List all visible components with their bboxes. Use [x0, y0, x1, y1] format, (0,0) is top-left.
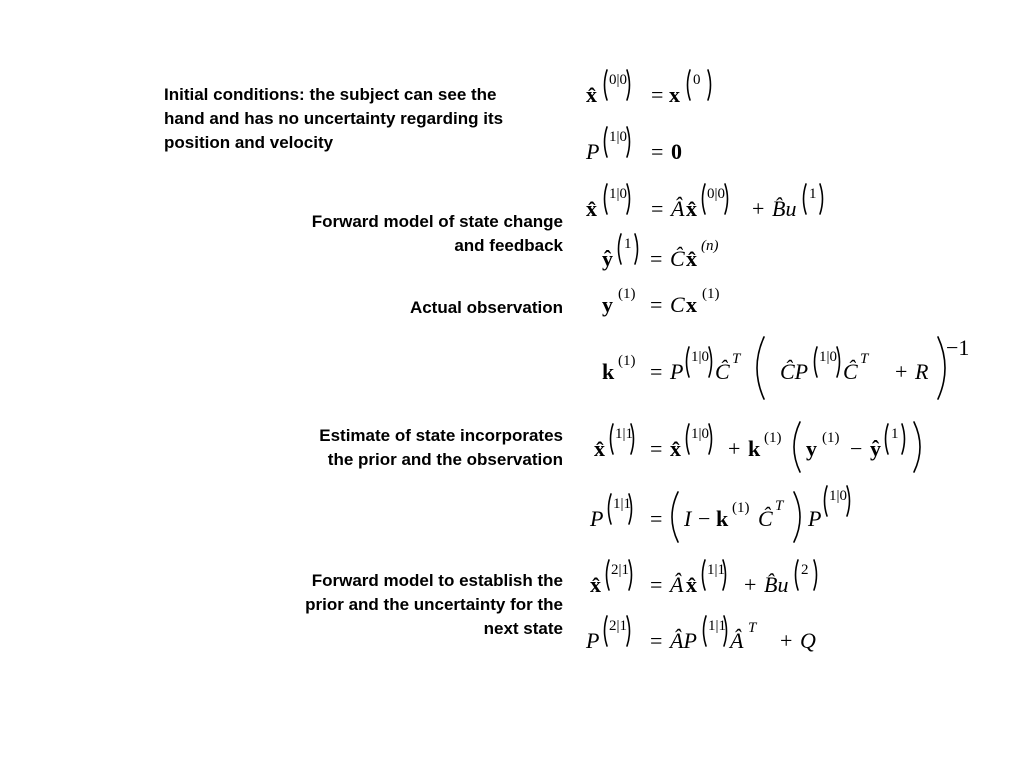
- eq-superscript: 2|1: [609, 618, 628, 634]
- eq-superscript: 0|0: [609, 72, 628, 88]
- eq-term: Ĉ: [843, 359, 858, 384]
- eq-superscript: (1): [764, 430, 782, 446]
- caption-line: the prior and the observation: [327, 450, 563, 469]
- eq-rhs: 0: [671, 139, 682, 164]
- eq-equals: =: [651, 139, 664, 164]
- big-paren-right: [790, 490, 804, 544]
- big-paren-left: [752, 335, 768, 401]
- eq-term: B̂u: [772, 196, 797, 221]
- eq-lhs: k: [602, 359, 615, 384]
- eq-superscript: 1|0: [609, 129, 628, 145]
- caption-line: Actual observation: [409, 298, 563, 317]
- eq-lhs: y: [602, 292, 613, 317]
- caption-line: prior and the uncertainty for the: [305, 595, 563, 614]
- eq-equals: =: [651, 196, 664, 221]
- eq-term: C: [670, 292, 685, 317]
- caption-line: Estimate of state incorporates: [319, 426, 563, 445]
- eq-superscript: 1|0: [609, 186, 628, 202]
- eq-superscript: (1): [822, 430, 840, 446]
- eq-lhs: P: [586, 139, 600, 164]
- eq-term: k: [716, 506, 729, 531]
- caption-line: Forward model to establish the: [311, 571, 563, 590]
- caption-line: Initial conditions: the subject can see the: [164, 85, 497, 104]
- eq-term: Q: [800, 628, 816, 653]
- eq-term: Â: [730, 628, 744, 653]
- caption-line: Forward model of state change: [311, 212, 563, 231]
- eq-lhs: x̂: [590, 572, 601, 597]
- caption-initial-conditions: [164, 83, 503, 155]
- eq-equals: =: [650, 628, 663, 653]
- eq-superscript: 1: [891, 426, 899, 442]
- eq-superscript: 1|1: [613, 496, 632, 512]
- eq-lhs: P: [586, 628, 600, 653]
- eq-equals: =: [650, 572, 663, 597]
- eq-plus: +: [752, 196, 765, 221]
- eq-lhs: ŷ: [602, 246, 613, 271]
- eq-term: y: [806, 436, 817, 461]
- eq-term: Ĉ: [715, 359, 730, 384]
- eq-lhs: x̂: [586, 196, 597, 221]
- eq-plus: +: [728, 436, 741, 461]
- eq-superscript: T: [775, 498, 784, 514]
- eq-term: P: [670, 359, 684, 384]
- eq-superscript: 2: [801, 562, 809, 578]
- eq-superscript: 1|0: [829, 488, 848, 504]
- eq-term: x̂: [686, 196, 697, 221]
- eq-plus: +: [744, 572, 757, 597]
- eq-superscript: (1): [618, 353, 636, 369]
- caption-forward-model: [312, 210, 563, 258]
- eq-lhs: x̂: [586, 82, 597, 107]
- caption-line: hand and has no uncertainty regarding its: [164, 109, 504, 128]
- eq-term: x̂: [670, 436, 681, 461]
- big-paren-right: [910, 420, 924, 474]
- eq-term: Â: [671, 196, 685, 221]
- eq-superscript: 2|1: [611, 562, 630, 578]
- eq-superscript: −1: [946, 335, 970, 360]
- eq-superscript: T: [860, 351, 869, 367]
- caption-line: position and velocity: [164, 133, 334, 152]
- caption-forward-model-next-state: [305, 569, 563, 641]
- eq-term: x̂: [686, 246, 697, 271]
- eq-minus: −: [698, 506, 711, 531]
- eq-term: ŷ: [870, 436, 881, 461]
- eq-equals: =: [650, 292, 663, 317]
- eq-term: Â: [670, 572, 684, 597]
- caption-line: and feedback: [454, 236, 563, 255]
- big-paren-left: [790, 420, 804, 474]
- eq-term: x: [686, 292, 697, 317]
- eq-equals: =: [650, 246, 663, 271]
- eq-superscript: (n): [701, 238, 719, 254]
- eq-term: Ĉ: [670, 246, 685, 271]
- caption-line: next state: [483, 619, 563, 638]
- eq-lhs: P: [590, 506, 604, 531]
- eq-superscript: 1: [624, 236, 632, 252]
- caption-estimate: [319, 424, 563, 472]
- eq-term: B̂u: [764, 572, 789, 597]
- big-paren-left: [668, 490, 682, 544]
- eq-term: k: [748, 436, 761, 461]
- eq-term: x̂: [686, 572, 697, 597]
- eq-equals: =: [650, 506, 663, 531]
- eq-superscript: (1): [732, 500, 750, 516]
- eq-equals: =: [650, 436, 663, 461]
- eq-lhs: x̂: [594, 436, 605, 461]
- eq-superscript: 1|1: [615, 426, 634, 442]
- eq-equals: =: [651, 82, 664, 107]
- eq-superscript: T: [732, 351, 741, 367]
- eq-superscript: (1): [702, 286, 720, 302]
- eq-plus: +: [895, 359, 908, 384]
- eq-superscript: 1: [809, 186, 817, 202]
- eq-term: P: [808, 506, 822, 531]
- eq-rhs: x: [669, 82, 680, 107]
- eq-term: R: [915, 359, 929, 384]
- eq-term: ÂP: [670, 628, 697, 653]
- caption-actual-observation: [410, 296, 563, 320]
- eq-term: Ĉ: [758, 506, 773, 531]
- eq-superscript: 1|0: [691, 349, 710, 365]
- eq-superscript: 1|1: [708, 618, 727, 634]
- eq-term: I: [684, 506, 692, 531]
- eq-superscript: 1|0: [819, 349, 838, 365]
- eq-equals: =: [650, 359, 663, 384]
- eq-superscript: T: [748, 620, 757, 636]
- eq-plus: +: [780, 628, 793, 653]
- eq-superscript: 1|1: [707, 562, 726, 578]
- eq-superscript: 0|0: [707, 186, 726, 202]
- eq-superscript: (1): [618, 286, 636, 302]
- eq-superscript: 1|0: [691, 426, 710, 442]
- eq-minus: −: [850, 436, 863, 461]
- eq-term: ĈP: [780, 359, 809, 384]
- eq-superscript: 0: [693, 72, 701, 88]
